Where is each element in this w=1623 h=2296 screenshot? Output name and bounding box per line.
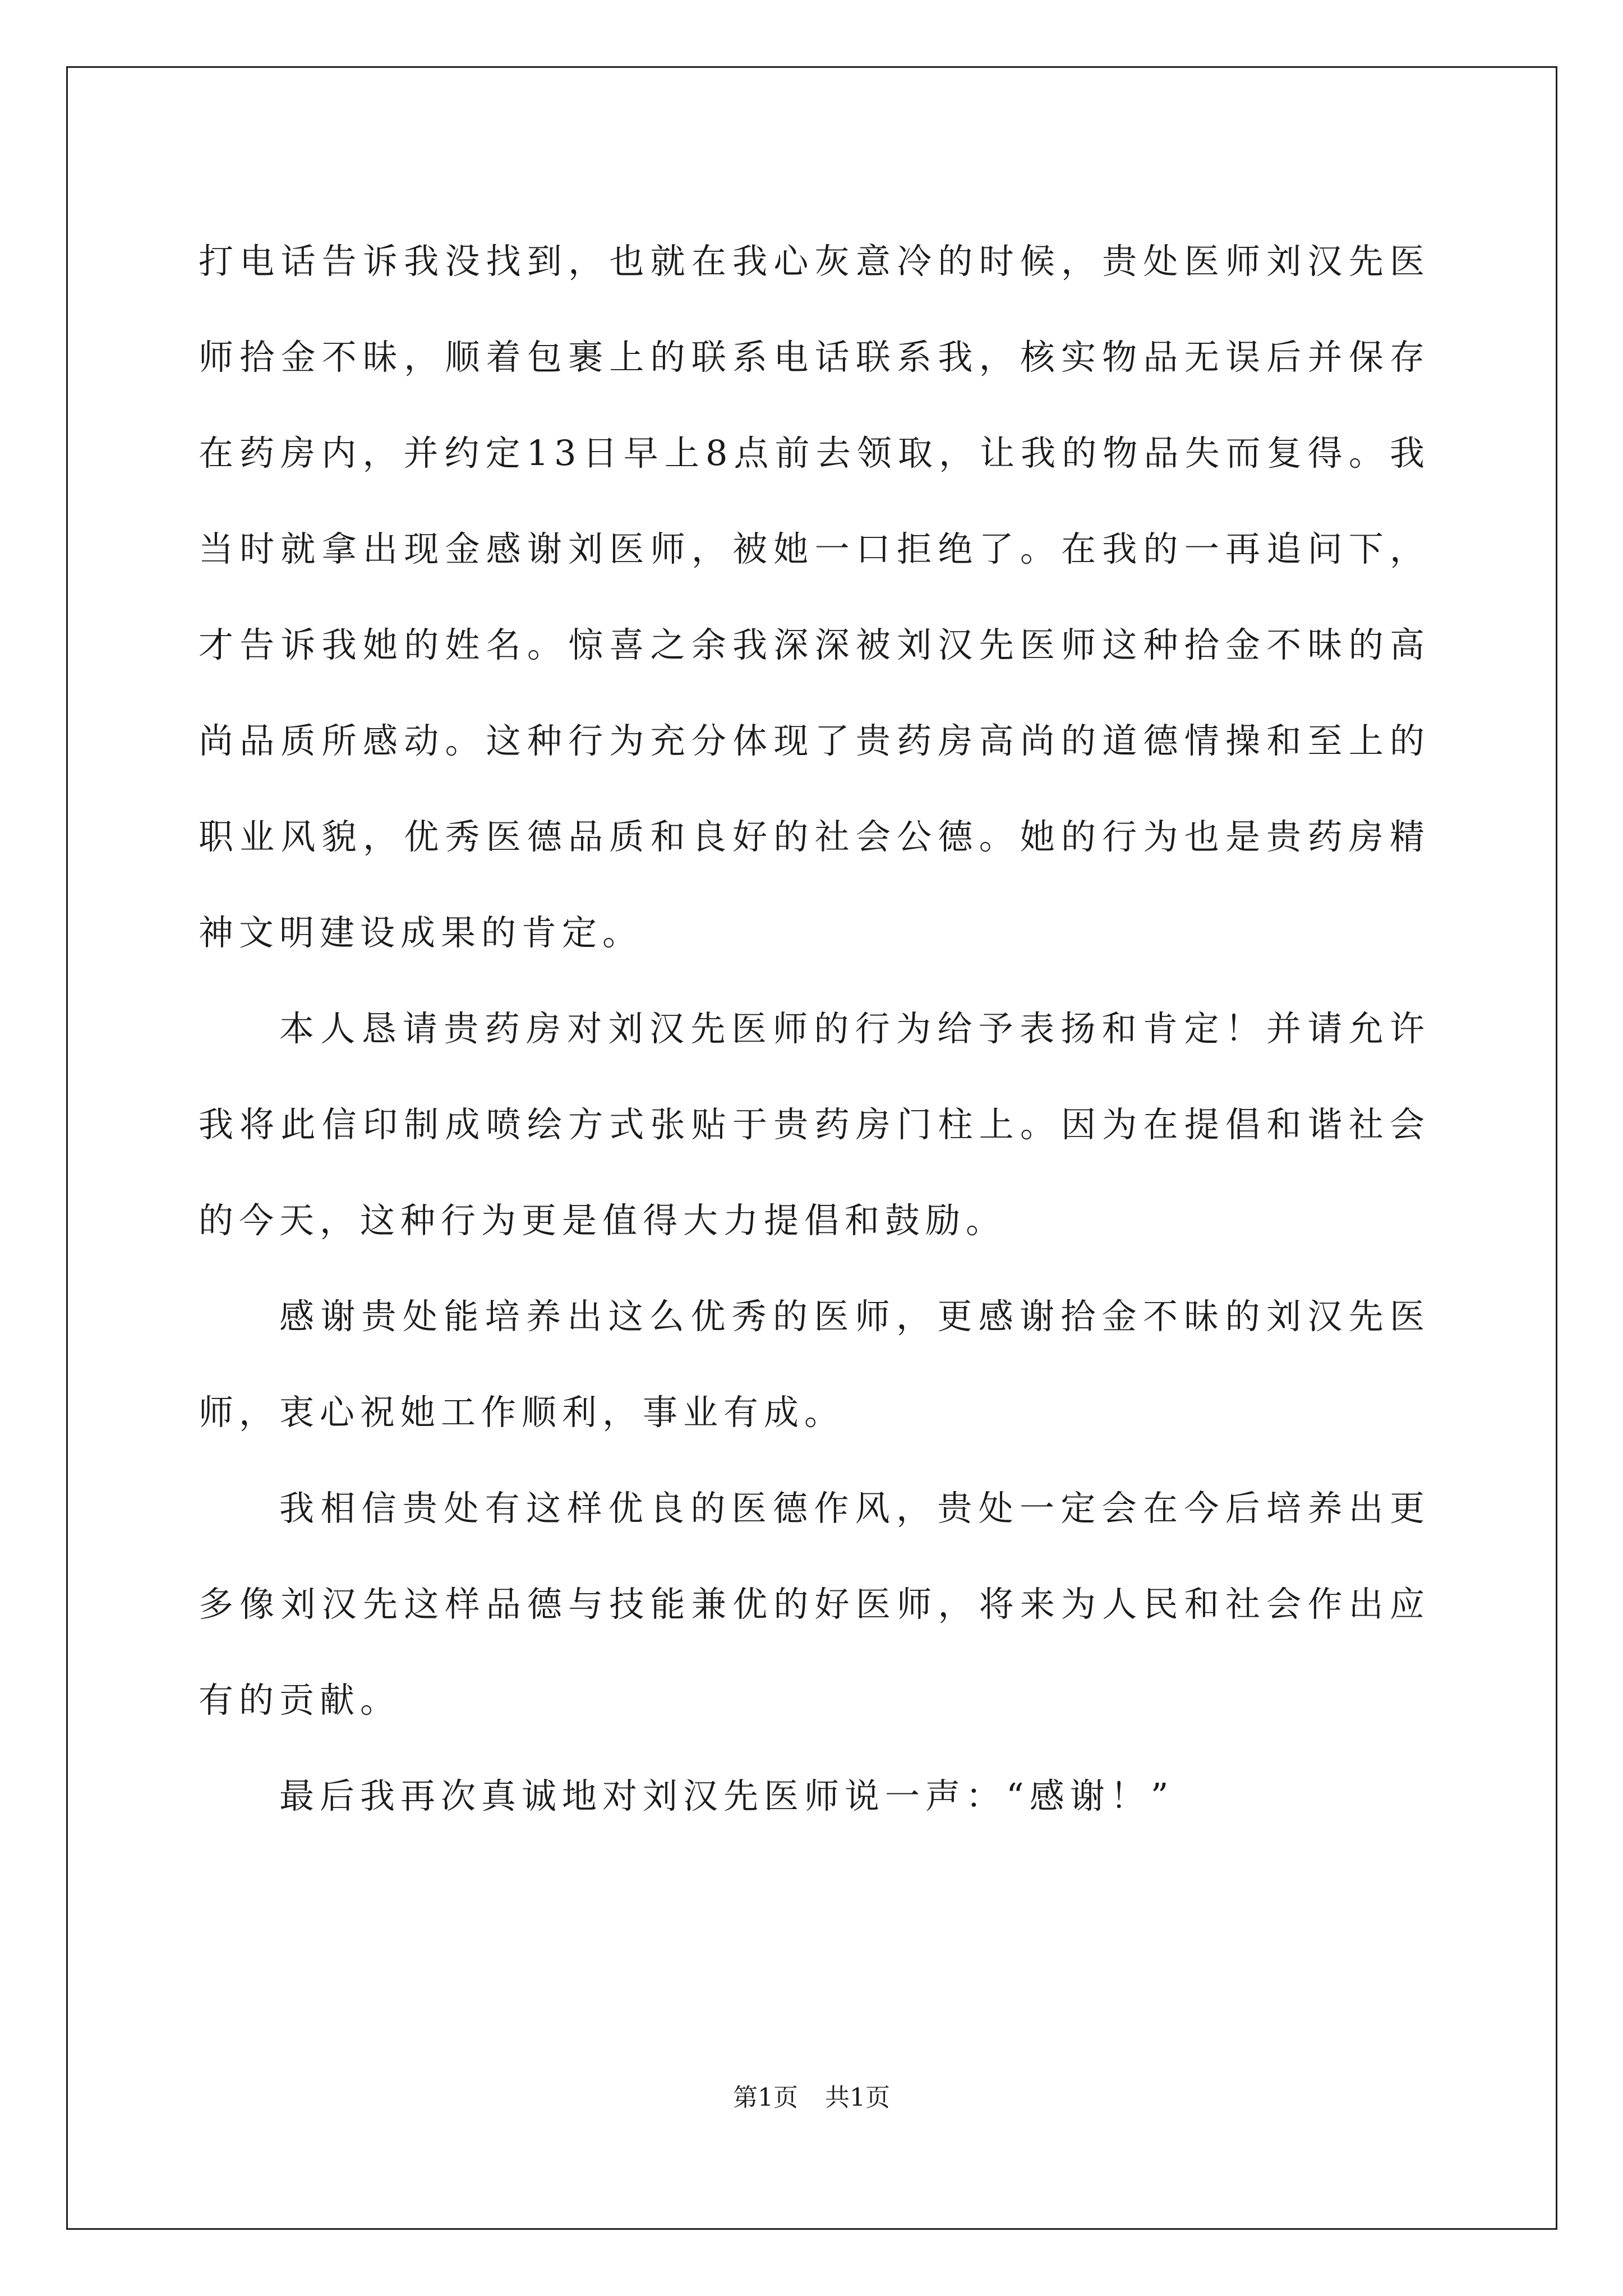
paragraph-2: 本人恳请贵药房对刘汉先医师的行为给予表扬和肯定！并请允许我将此信印制成喷绘方式张贴于贵药房门柱上。因为在提倡和谐社会的今天，这种行为更是值得大力提倡和鼓励。: [199, 1008, 1430, 1241]
paragraph-4: 我相信贵处有这样优良的医德作风，贵处一定会在今后培养出更多像刘汉先这样品德与技能兼优的好医师，将来为人民和社会作出应有的贡献。: [199, 1488, 1430, 1720]
letter-body: [199, 213, 1430, 1844]
page-total: 共1页: [825, 2083, 890, 2112]
paragraph-1: 打电话告诉我没找到，也就在我心灰意冷的时候，贵处医师刘汉先医师拾金不昧，顺着包裹上的联系电话联系我，核实物品无误后并保存在药房内，并约定13日早上8点前去领取，让我的物品失而复得。我当时就拿出现金感谢刘医师，被她一口拒绝了。在我的一再追问下，才告诉我她的姓名。惊喜之余我深深被刘汉先医师这种拾金不昧的高尚品质所感动。这种行为充分体现了贵药房高尚的道德情操和至上的职业风貌，优秀医德品质和良好的社会公德。她的行为也是贵药房精神文明建设成果的肯定。: [199, 241, 1430, 953]
page-footer: [0, 2081, 1623, 2115]
paragraph-5: 最后我再次真诚地对刘汉先医师说一声：“感谢！”: [279, 1775, 1174, 1816]
paragraph-3: 感谢贵处能培养出这么优秀的医师，更感谢拾金不昧的刘汉先医师，衷心祝她工作顺利，事业有成。: [199, 1296, 1430, 1433]
page-number: 第1页: [733, 2083, 798, 2112]
